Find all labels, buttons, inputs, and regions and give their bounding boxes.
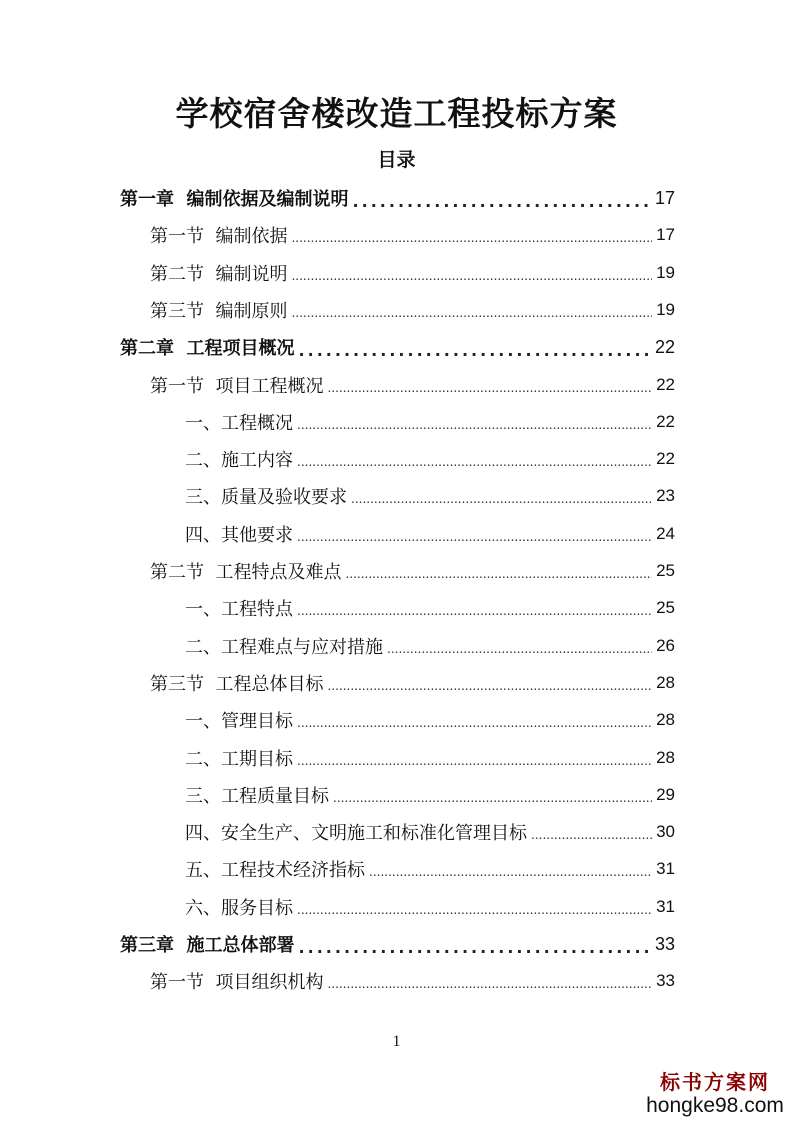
- toc-entry-label: 第一节 项目工程概况: [150, 375, 324, 397]
- toc-section-entry[interactable]: [150, 966, 675, 996]
- toc-entry-page: 22: [654, 336, 675, 357]
- toc-dot-leader: [327, 977, 652, 991]
- toc-entry-page: 28: [656, 747, 675, 767]
- toc-entry-label: 二、施工内容: [185, 450, 293, 472]
- toc-subsection-entry[interactable]: [185, 519, 675, 549]
- toc-entry-label: 六、服务目标: [185, 897, 293, 919]
- toc-subsection-entry[interactable]: [185, 444, 675, 474]
- toc-dot-leader: [297, 530, 652, 544]
- toc-entry-label: 第三节 编制原则: [150, 300, 288, 322]
- toc-entry-page: 24: [656, 523, 675, 543]
- toc-subsection-entry[interactable]: [185, 481, 675, 511]
- watermark-name: 标书方案网: [660, 1070, 770, 1094]
- toc-entry-label: 三、工程质量目标: [185, 785, 329, 807]
- toc-section-entry[interactable]: [150, 556, 675, 586]
- toc-dot-leader: [291, 269, 652, 283]
- toc-subsection-entry[interactable]: [185, 593, 675, 623]
- toc-entry-page: 31: [656, 859, 675, 879]
- toc-dot-leader: [333, 791, 652, 805]
- toc-section-entry[interactable]: [150, 220, 675, 250]
- toc-section-entry[interactable]: [150, 258, 675, 288]
- toc-dot-leader: [299, 938, 651, 957]
- toc-subsection-entry[interactable]: [185, 892, 675, 922]
- toc-section-entry[interactable]: [150, 370, 675, 400]
- toc-entry-label: 第二章 工程项目概况: [120, 338, 295, 360]
- toc-chapter-entry[interactable]: [120, 929, 675, 959]
- toc-entry-label: 第二节 工程特点及难点: [150, 562, 342, 583]
- toc-entry-label: 第一节 项目组织机构: [150, 972, 324, 994]
- toc-chapter-entry[interactable]: [120, 183, 675, 213]
- toc-subsection-entry[interactable]: [185, 780, 675, 810]
- toc-subsection-entry[interactable]: [185, 817, 675, 847]
- page-number: 1: [392, 1033, 401, 1050]
- toc-dot-leader: [297, 604, 652, 618]
- watermark-url: hongke98.com: [646, 1094, 784, 1117]
- toc-entry-label: 第一章 编制依据及编制说明: [120, 189, 349, 210]
- toc-dot-leader: [297, 903, 652, 917]
- toc-entry-label: 第二节 编制说明: [150, 263, 288, 285]
- toc-entry-page: 19: [656, 262, 675, 282]
- toc-dot-leader: [297, 754, 652, 768]
- toc-entry-page: 17: [654, 187, 675, 208]
- toc-section-entry[interactable]: [150, 668, 675, 698]
- toc-entry-page: 26: [656, 635, 675, 655]
- toc-entry-page: 30: [656, 822, 675, 842]
- toc-chapter-entry[interactable]: [120, 332, 675, 362]
- toc-entry-label: 三、质量及验收要求: [185, 487, 347, 509]
- toc-entry-page: 23: [656, 486, 675, 506]
- toc-entry-label: 二、工期目标: [185, 748, 293, 770]
- toc-section-entry[interactable]: [150, 295, 675, 325]
- watermark: [640, 1066, 790, 1117]
- toc-dot-leader: [297, 716, 652, 730]
- toc-entry-page: 28: [656, 672, 675, 692]
- toc-dot-leader: [299, 341, 651, 360]
- toc-subsection-entry[interactable]: [185, 854, 675, 884]
- toc-entry-label: 一、工程特点: [185, 599, 293, 621]
- toc-entry-label: 四、安全生产、文明施工和标准化管理目标: [185, 823, 527, 845]
- toc-entry-page: 22: [656, 411, 675, 431]
- toc-dot-leader: [297, 455, 652, 469]
- toc-entry-page: 25: [656, 561, 675, 580]
- toc-dot-leader: [327, 679, 652, 693]
- toc-heading: 目录: [377, 149, 416, 171]
- toc-subsection-entry[interactable]: [185, 631, 675, 661]
- toc-entry-label: 二、工程难点与应对措施: [185, 636, 383, 658]
- toc-entry-label: 一、管理目标: [185, 711, 293, 733]
- toc-entry-label: 第三章 施工总体部署: [120, 935, 295, 956]
- toc-dot-leader: [297, 418, 652, 432]
- toc-subsection-entry[interactable]: [185, 407, 675, 437]
- toc-entry-page: 33: [656, 971, 675, 991]
- toc-entry-page: 22: [656, 449, 675, 469]
- toc-entry-page: 22: [656, 374, 675, 394]
- toc-dot-leader: [291, 306, 652, 320]
- toc-entry-page: 31: [656, 896, 675, 916]
- toc-entry-label: 四、其他要求: [185, 524, 293, 546]
- document-title: 学校宿舍楼改造工程投标方案: [175, 94, 618, 133]
- toc-subsection-entry[interactable]: [185, 743, 675, 773]
- toc-dot-leader: [345, 567, 652, 581]
- toc-dot-leader: [531, 828, 652, 842]
- toc-entry-page: 29: [656, 784, 675, 804]
- toc-entry-label: 五、工程技术经济指标: [185, 860, 365, 882]
- toc-subsection-entry[interactable]: [185, 705, 675, 735]
- toc-entry-page: 33: [654, 933, 675, 954]
- toc-dot-leader: [387, 642, 652, 656]
- toc-entry-label: 一、工程概况: [185, 412, 293, 434]
- toc-dot-leader: [369, 865, 652, 879]
- toc-entry-label: 第三节 工程总体目标: [150, 673, 324, 695]
- toc-entry-label: 第一节 编制依据: [150, 226, 288, 248]
- toc-dot-leader: [353, 192, 651, 211]
- toc-dot-leader: [327, 381, 652, 395]
- toc-dot-leader: [291, 231, 652, 245]
- toc-entry-page: 25: [656, 598, 675, 618]
- toc-dot-leader: [351, 492, 652, 506]
- toc-entry-page: 17: [656, 225, 675, 245]
- toc-entry-page: 19: [656, 299, 675, 319]
- toc-entry-page: 28: [656, 710, 675, 730]
